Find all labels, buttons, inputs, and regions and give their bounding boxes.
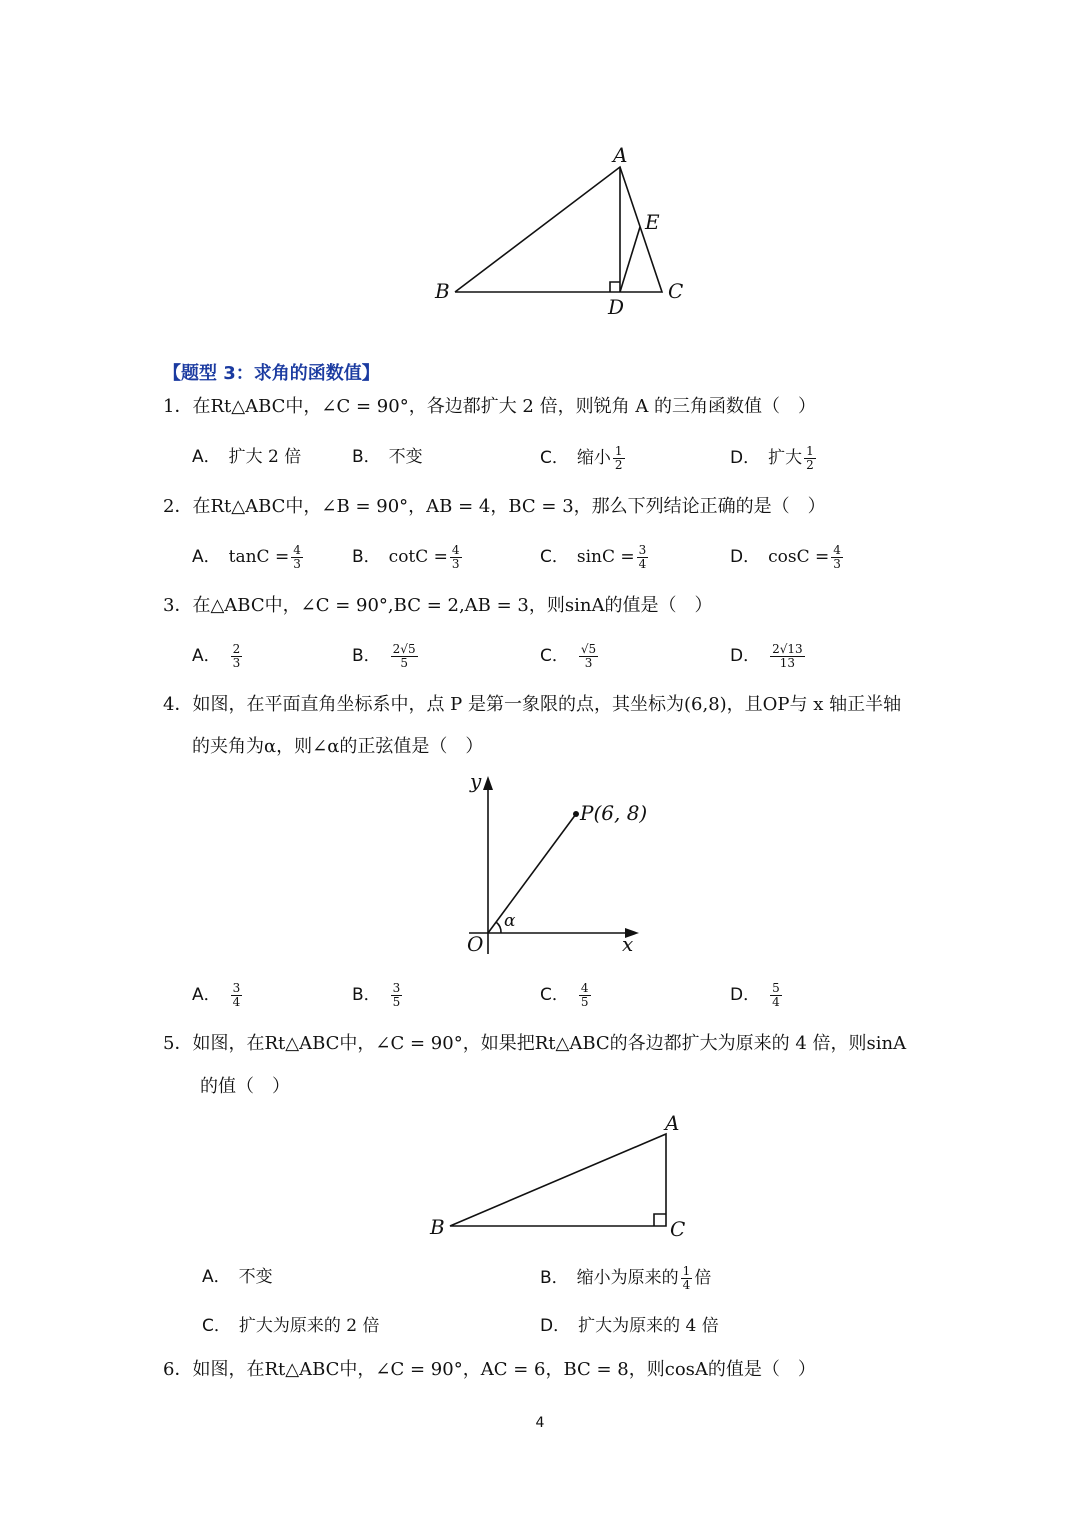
q5-option-b: B． 缩小为原来的 $\frac{1}{4}$ 倍 — [540, 1264, 712, 1292]
question-1-stem: 1．在Rt△ABC中，∠C = 90°，各边都扩大 2 倍，则锐角 A 的三角函数值（ ） — [163, 396, 817, 417]
question-5-stem-line2: 的值（ ） — [200, 1076, 290, 1097]
label-b: B — [430, 1215, 445, 1239]
q3-option-c: C． $\frac{√5}{3}$ — [540, 642, 597, 670]
question-4-stem-line2: 的夹角为α，则∠α的正弦值是（ ） — [192, 736, 484, 757]
q2-option-b: B． cotC = $\frac{4}{3}$ — [352, 543, 460, 571]
label-a: A — [613, 143, 628, 167]
q4-option-c: C． $\frac{4}{5}$ — [540, 981, 589, 1009]
q3-option-d: D． $\frac{2√13}{13}$ — [730, 642, 803, 670]
question-6-stem: 6．如图，在Rt△ABC中，∠C = 90°，AC = 6，BC = 8，则cosA的值是（ ） — [163, 1359, 816, 1380]
label-d: D — [608, 295, 625, 319]
label-b: B — [435, 279, 450, 303]
q3-option-a: A． $\frac{2}{3}$ — [192, 642, 241, 670]
q1-option-d: D． 扩大 $\frac{1}{2}$ — [730, 444, 814, 472]
q4-option-a: A． $\frac{3}{4}$ — [192, 981, 241, 1009]
q4-option-d: D． $\frac{5}{4}$ — [730, 981, 780, 1009]
figure-right-triangle-abc — [420, 1108, 700, 1244]
label-c: C — [670, 1217, 686, 1241]
q2-option-a: A． tanC = $\frac{4}{3}$ — [192, 543, 301, 571]
figure-coordinate-plane — [455, 768, 655, 958]
section-title: 【题型 3：求角的函数值】 — [163, 363, 380, 384]
q5-option-a: A． 不变 — [202, 1267, 273, 1287]
label-e: E — [645, 210, 660, 234]
label-c: C — [668, 279, 684, 303]
q4-option-b: B． $\frac{3}{5}$ — [352, 981, 401, 1009]
page-number: 4 — [535, 1415, 545, 1431]
axis-label-y: y — [470, 769, 482, 793]
question-5-stem-line1: 5．如图，在Rt△ABC中，∠C = 90°，如果把Rt△ABC的各边都扩大为原来的 4 倍，则sinA — [163, 1033, 907, 1054]
q2-option-c: C． sinC = $\frac{3}{4}$ — [540, 543, 647, 571]
q1-option-b: B． 不变 — [352, 447, 423, 467]
question-2-stem: 2．在Rt△ABC中，∠B = 90°，AB = 4，BC = 3，那么下列结论正确的是（ ） — [163, 496, 826, 517]
q3-option-b: B． $\frac{2√5}{5}$ — [352, 642, 416, 670]
label-a: A — [665, 1111, 680, 1135]
q5-option-d: D． 扩大为原来的 4 倍 — [540, 1316, 719, 1336]
axis-label-x: x — [622, 932, 634, 956]
q2-option-d: D． cosC = $\frac{4}{3}$ — [730, 543, 841, 571]
q1-option-c: C． 缩小 $\frac{1}{2}$ — [540, 444, 623, 472]
question-4-stem-line1: 4．如图，在平面直角坐标系中，点 P 是第一象限的点，其坐标为(6,8)，且OP与 x 轴正半轴 — [163, 694, 902, 715]
q1-option-a: A． 扩大 2 倍 — [192, 447, 302, 467]
figure-triangle-abde — [420, 140, 700, 320]
question-3-stem: 3．在△ABC中，∠C = 90°,BC = 2,AB = 3，则sinA的值是（ ） — [163, 595, 713, 616]
point-label-p: P(6, 8) — [580, 801, 648, 825]
q5-option-c: C． 扩大为原来的 2 倍 — [202, 1316, 380, 1336]
origin-label: O — [467, 932, 484, 956]
angle-label-alpha: α — [504, 911, 516, 931]
